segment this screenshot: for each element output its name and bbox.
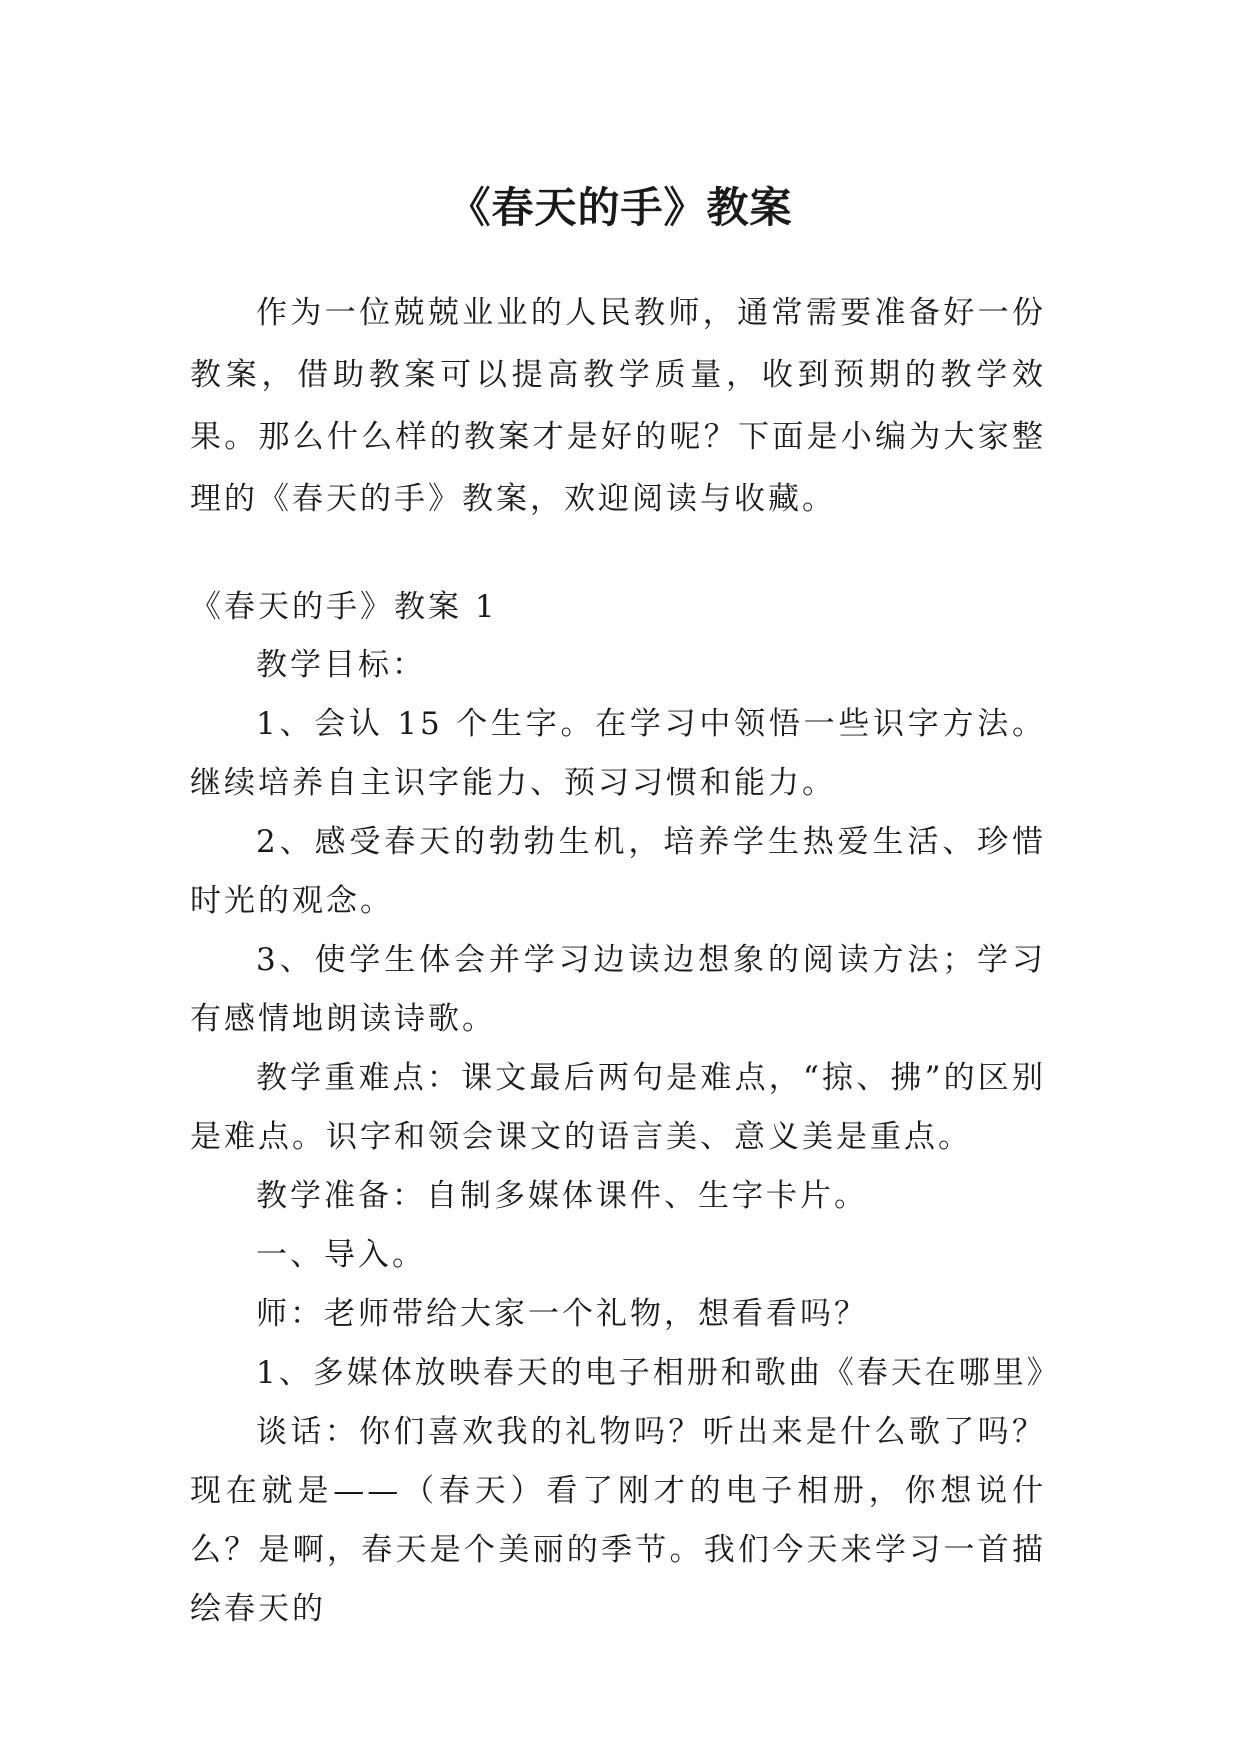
paragraph-goal-1: 1、会认 15 个生字。在学习中领悟一些识字方法。继续培养自主识字能力、预习习惯和能力。 [190, 706, 1046, 801]
paragraph-teacher-line: 师：老师带给大家一个礼物，想看看吗？ [256, 1296, 868, 1332]
paragraph-teaching-goals: 教学目标： [256, 647, 426, 683]
paragraph-goal-2: 2、感受春天的勃勃生机，培养学生热爱生活、珍惜时光的观念。 [190, 824, 1046, 919]
paragraph-conversation: 谈话：你们喜欢我的礼物吗？听出来是什么歌了吗？现在就是——（春天）看了刚才的电子相册，你想说什么？是啊，春天是个美丽的季节。我们今天来学习一首描绘春天的 [190, 1414, 1046, 1627]
intro-paragraph: 作为一位兢兢业业的人民教师，通常需要准备好一份教案，借助教案可以提高教学质量，收到预期的教学效果。那么什么样的教案才是好的呢？下面是小编为大家整理的《春天的手》教案，欢迎阅读与收藏。 [190, 295, 1046, 517]
paragraph-key-difficulties: 教学重难点：课文最后两句是难点，“掠、拂”的区别是难点。识字和领会课文的语言美、意义美是重点。 [190, 1060, 1046, 1155]
section-content [190, 636, 1061, 1639]
paragraph-section-introduction: 一、导入。 [256, 1237, 426, 1273]
paragraph-multimedia: 1、多媒体放映春天的电子相册和歌曲《春天在哪里》 [256, 1355, 1061, 1391]
paragraph-preparation: 教学准备：自制多媒体课件、生字卡片。 [256, 1178, 868, 1214]
section-heading: 《春天的手》教案 1 [190, 589, 498, 625]
paragraph-goal-3: 3、使学生体会并学习边读边想象的阅读方法；学习有感情地朗读诗歌。 [190, 942, 1046, 1037]
document-title: 《春天的手》教案 [448, 183, 793, 233]
